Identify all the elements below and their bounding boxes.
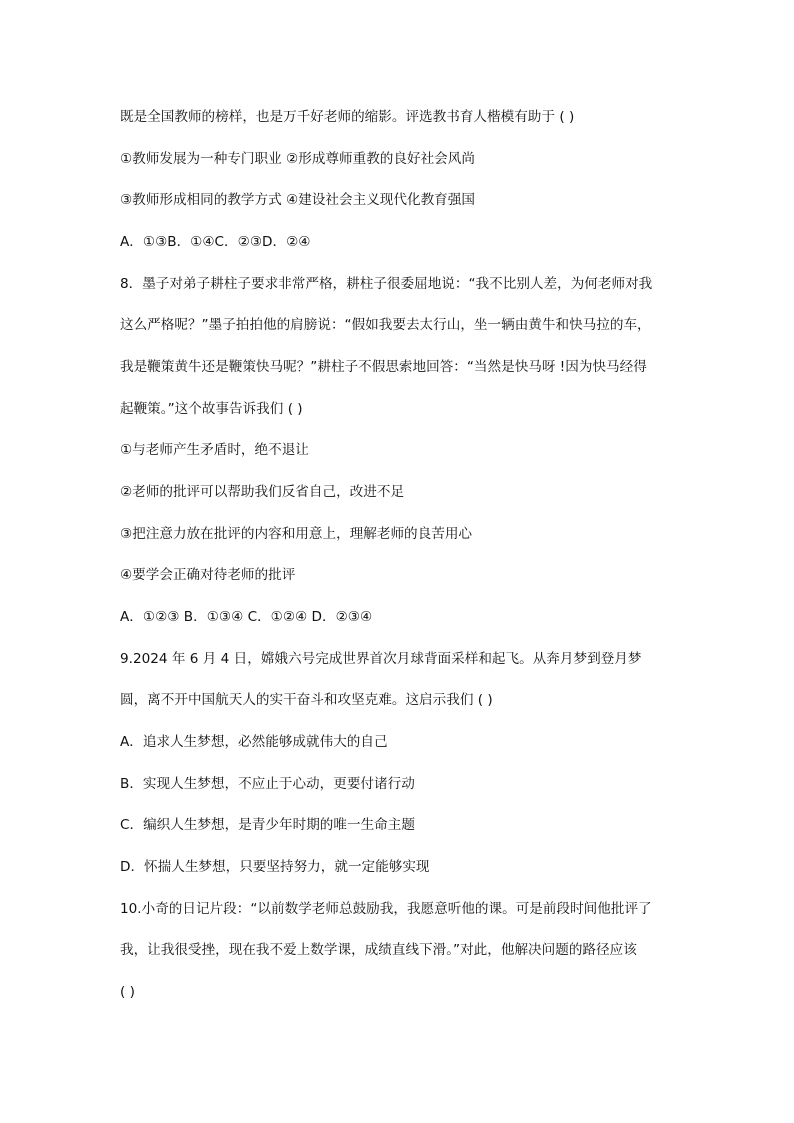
q8-statement-4: ④要学会正确对待老师的批评	[120, 567, 296, 583]
q8-stem-line-4: 起鞭策。”这个故事告诉我们 ( )	[120, 401, 303, 417]
q8-options: A．①②③ B．①③④ C．①②④ D．②③④	[120, 609, 373, 625]
q9-option-b: B．实现人生梦想，不应止于心动，更要付诸行动	[120, 776, 415, 792]
q7-stem-line: 既是全国教师的榜样，也是万千好老师的缩影。评选教书育人楷模有助于 ( )	[120, 109, 575, 125]
q10-stem-line-1: 10.小奇的日记片段：“以前数学老师总鼓励我，我愿意听他的课。可是前段时间他批评了	[120, 901, 652, 917]
q8-statement-3: ③把注意力放在批评的内容和用意上，理解老师的良苦用心	[120, 526, 473, 542]
q9-option-c: C．编织人生梦想，是青少年时期的唯一生命主题	[120, 817, 415, 833]
q7-statements-1-2: ①教师发展为一种专门职业 ②形成尊师重教的良好社会风尚	[120, 151, 475, 167]
q8-statement-1: ①与老师产生矛盾时，绝不退让	[120, 442, 309, 458]
q8-stem-line-2: 这么严格呢？”墨子拍拍他的肩膀说：“假如我要去太行山，坐一辆由黄牛和快马拉的车，	[120, 317, 651, 333]
q7-options: A．①③B．①④C．②③D．②④	[120, 234, 311, 250]
q9-stem-line-2: 圆，离不开中国航天人的实干奋斗和攻坚克难。这启示我们 ( )	[120, 692, 493, 708]
q9-stem-line-1: 9.2024 年 6 月 4 日，嫦娥六号完成世界首次月球背面采样和起飞。从奔月梦到登月梦	[120, 651, 642, 667]
q8-statement-2: ②老师的批评可以帮助我们反省自己，改进不足	[120, 484, 405, 500]
q10-answer-bracket: ( )	[120, 984, 135, 1000]
q9-option-a: A．追求人生梦想，必然能够成就伟大的自己	[120, 734, 388, 750]
q8-stem-line-1: 8．墨子对弟子耕柱子要求非常严格，耕柱子很委屈地说：“我不比别人差，为何老师对我	[120, 276, 653, 292]
q9-option-d: D．怀揣人生梦想，只要坚持努力，就一定能够实现	[120, 859, 430, 875]
q7-statements-3-4: ③教师形成相同的教学方式 ④建设社会主义现代化教育强国	[120, 192, 475, 208]
q8-stem-line-3: 我是鞭策黄牛还是鞭策快马呢？”耕柱子不假思索地回答：“当然是快马呀 !因为快马经得	[120, 359, 647, 375]
q10-stem-line-2: 我，让我很受挫，现在我不爱上数学课，成绩直线下滑。”对此，他解决问题的路径应该	[120, 942, 637, 958]
